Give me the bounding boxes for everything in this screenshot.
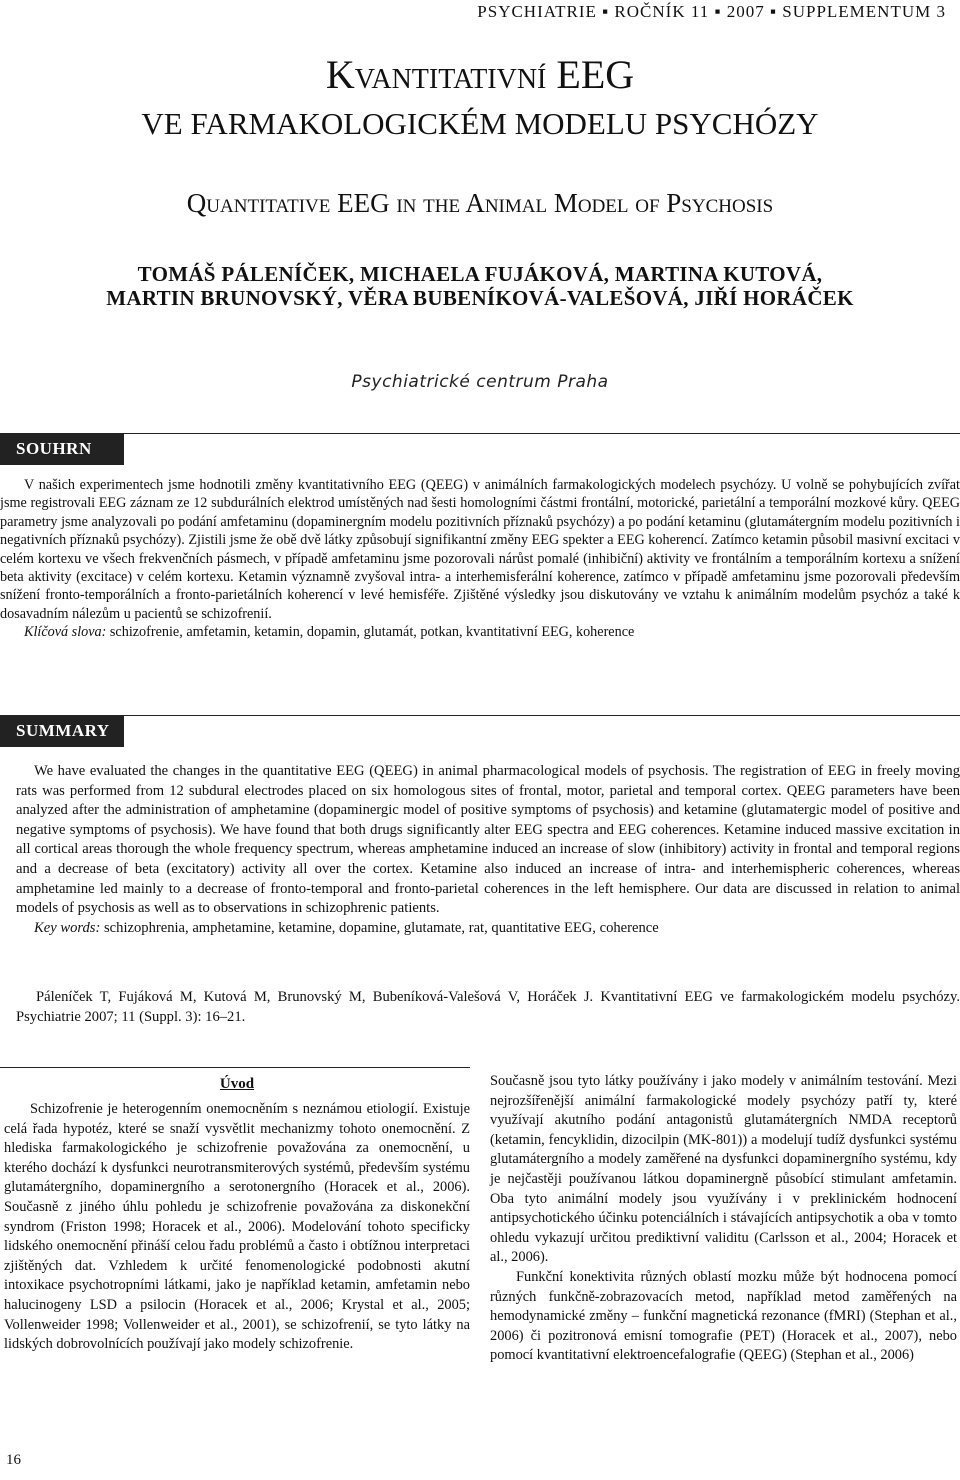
page-number: 16: [6, 1452, 21, 1468]
affiliation: Psychiatrické centrum Praha: [351, 372, 609, 392]
authors-line1: TOMÁŠ PÁLENÍČEK, MICHAELA FUJÁKOVÁ, MARTINA KUTOVÁ,: [137, 262, 823, 286]
summary-keywords-list: schizophrenia, amphetamine, ketamine, dopamine, glutamate, rat, quantitative EEG, coherence: [100, 919, 659, 936]
summary-label: SUMMARY: [0, 715, 124, 747]
authors: [0, 262, 960, 310]
right-column: [490, 1072, 957, 1366]
summary-abstract: [16, 762, 960, 938]
title-czech-line2: VE FARMAKOLOGICKÉM MODELU PSYCHÓZY: [141, 106, 819, 141]
running-head: PSYCHIATRIE ▪ ROČNÍK 11 ▪ 2007 ▪ SUPPLEMENTUM 3: [477, 2, 946, 21]
left-paragraph-1: Schizofrenie je heterogenním onemocněním s neznámou etiologií. Existuje celá řada hypotéz, které se snaží vysvětlit mechanizmy tohoto onemocnění. Z hlediska farmakologického je schizofrenie považována za onemocnění, u kterého dochází k dysfunkci neurotransmiterových systémů, především systému glutamátergního, dopaminergního a serotonergního (Horacek et al., 2006). Současně z jiného úhlu pohledu je schizofrenie považována za diskonekční syndrom (Friston 1998; Horacek et al., 2006). Modelování tohoto specificky lidského onemocnění přináší celou řadu problémů a často i obtížnou interpretaci zjištěných dat. Vzhledem k určité fenomenologické podobnosti akutní intoxikace psychotropními látkami, jako je například ketamin, amfetamin nebo halucinogeny LSD a psilocin (Horacek et al., 2006; Krystal et al., 2005; Vollenweider 1998; Vollenweider et al., 2001), se schizofrenií, se tyto látky na lidských dobrovolnících používají jako modely schizofrenie.: [4, 1101, 470, 1353]
left-column: [4, 1074, 470, 1355]
souhrn-keywords-label: Klíčová slova:: [24, 624, 107, 641]
citation: Páleníček T, Fujáková M, Kutová M, Brunovský M, Bubeníková-Valešová V, Horáček J. Kvantitativní EEG ve farmakologickém modelu psychózy. Psychiatrie 2007; 11 (Suppl. 3): 16–21.: [16, 989, 960, 1025]
souhrn-keywords: [0, 623, 960, 641]
column-rule: [0, 1067, 470, 1068]
summary-keywords-label: Key words:: [34, 919, 101, 936]
section-heading-uvod: Úvod: [219, 1076, 255, 1092]
souhrn-rule: [124, 433, 960, 434]
authors-line2: MARTIN BRUNOVSKÝ, VĚRA BUBENÍKOVÁ-VALEŠOVÁ, JIŘÍ HORÁČEK: [106, 286, 854, 310]
souhrn-label: SOUHRN: [0, 433, 124, 465]
souhrn-text: V našich experimentech jsme hodnotili změny kvantitativního EEG (QEEG) v animálních farmakologických modelech psychózy. U volně se pohybujících zvířat jsme registrovali EEG záznam ze 12 subdurálních elektrod umístěných nad šesti homologními částmi frontální, motorické, parietální a temporální mozkové kůry. QEEG parametry jsme analyzovali po podání amfetaminu (dopaminergním modelu pozitivních příznaků psychózy) a po podání ketaminu (glutamátergním modelu pozitivních i negativních příznaků psychózy). Zjistili jsme že obě dvě látky způsobují signifikantní změny EEG spekter a EEG koherencí. Zatímco ketamin působil masivní excitaci v celém kortexu ve všech frekvenčních pásmech, v případě amfetaminu jsme pozorovali nárůst pomalé (inhibiční) aktivity ve frontálním a temporálním kortexu a snížení beta aktivity (excitace) v celém kortexu. Ketamin významně zvyšoval intra- a interhemisferální koherence, zatímco v případě amfetaminu jsme pozorovali především snížení fronto-temporálních a fronto-parietálních koherencí v levé hemisféře. Zjištěné výsledky jsou diskutovány ve vztahu k animálním modelům psychóz a také k dosavadním nálezům u pacientů se schizofrenií.: [0, 477, 960, 622]
souhrn-abstract: [0, 476, 960, 642]
souhrn-keywords-list: schizofrenie, amfetamin, ketamin, dopamin, glutamát, potkan, kvantitativní EEG, koherence: [106, 624, 635, 641]
right-paragraph-2: Funkční konektivita různých oblastí mozku může být hodnocena pomocí různých funkčně-zobrazovacích metod, například metod zaměřených na hemodynamické změny – funkční magnetická rezonance (fMRI) (Stephan et al., 2006) či pozitronová emisní tomografie (PET) (Horacek et al., 2007), nebo pomocí kvantitativní elektroencefalografie (QEEG) (Stephan et al., 2006): [490, 1268, 957, 1364]
title-czech-line1: Kvantitativní EEG: [325, 52, 635, 97]
summary-keywords: [16, 919, 960, 939]
right-paragraph-1: Současně jsou tyto látky používány i jako modely v animálním testování. Mezi nejrozšířenější animální farmakologické modely psychózy patří ty, které využívají akutního podání antagonistů glutamátergních NMDA receptorů (ketamin, fencyklidin, dizocilpin (MK-801)) a modelují tudíž dysfunkci systému glutamátergního a modely zaměřené na dysfunkci dopaminergního systému, kdy je nejčastěji používanou látkou dopaminergně působící stimulant amfetamin. Oba tyto animální modely jsou využívány i v preklinickém hodnocení antipsychotického účinku potenciálních i stávajících antipsychotik a oba v tomto ohledu vykazují určitou prediktivní validitu (Carlsson et al., 2004; Horacek et al., 2006).: [490, 1073, 957, 1266]
title-english: Quantitative EEG in the Animal Model of Psychosis: [186, 188, 774, 218]
summary-rule: [124, 715, 960, 716]
summary-text: We have evaluated the changes in the quantitative EEG (QEEG) in animal pharmacological models of psychosis. The registration of EEG in freely moving rats was performed from 12 subdural electrodes placed on six homologous sites of frontal, motor, parietal and temporal cortex. QEEG parameters have been analyzed after the administration of amphetamine (dopaminergic model of positive symptoms of psychosis) and ketamine (glutamatergic model of positive and negative symptoms of psychosis). We have found that both drugs significantly alter EEG spectra and EEG coherences. Ketamine induced massive excitation in all cortical areas thorough the whole frequency spectrum, whereas amphetamine induced an increase of slow (inhibitory) activity in frontal and temporal regions and a decrease of beta (excitatory) activity all over the cortex. Ketamine also induced an increase of intra- and interhemispheric coherences, whereas amphetamine led mainly to a decrease of fronto-temporal and fronto-parietal coherences in the left hemisphere. Our data are discussed in relation to animal models of psychosis as well as to observations in schizophrenic patients.: [16, 763, 960, 917]
